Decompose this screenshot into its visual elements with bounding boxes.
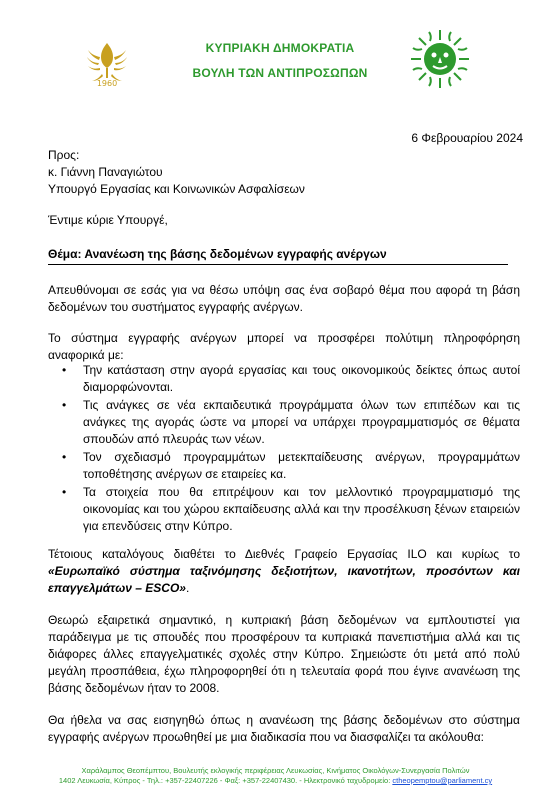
footer-contact-text: 1402 Λευκωσία, Κύπρος - Τηλ.: +357-22407226 - Φαξ: +357-22407430. - Ηλεκτρονικό ταχυδρομείο: [58,776,393,785]
paragraph-catalogues [48,546,520,597]
list-item [48,449,520,483]
catalogues-end: . [185,581,190,595]
list-item-text: Την κατάσταση στην αγορά εργασίας και τους οικονομικούς δείκτες όπως αυτοί διαμορφώνονται. [83,363,520,394]
bullet-icon: • [62,363,67,377]
email-link[interactable]: ctheopemptou@parliament.cy [392,776,493,785]
list-item [48,397,520,448]
greeting: Έντιμε κύριε Υπουργέ, [48,213,168,227]
cyprus-emblem-icon [82,38,132,88]
letter-date: 6 Φεβρουαρίου 2024 [411,131,523,145]
header-title: ΚΥΠΡΙΑΚΗ ΔΗΜΟΚΡΑΤΙΑ [205,41,355,55]
footer [0,766,551,786]
paragraph-proposal: Θα ήθελα να σας εισηγηθώ όπως η ανανέωση της βάσης δεδομένων στο σύστημα εγγραφής ανέργων προωθηθεί με μια διαδικασία που να διασφαλίζει τα ακόλουθα: [48,713,520,744]
recipient-name: κ. Γιάννη Παναγιώτου [48,165,163,179]
paragraph-intro: Απευθύνομαι σε εσάς για να θέσω υπόψη σας ένα σοβαρό θέμα που αφορά τη βάση δεδομένων του συστήματος εγγραφής ανέργων. [48,283,520,314]
list-item [48,362,520,396]
list-item [48,484,520,535]
sun-logo-icon [409,28,471,90]
svg-text:1960: 1960 [96,79,118,88]
paragraph-system: Το σύστημα εγγραφής ανέργων μπορεί να προσφέρει πολύτιμη πληροφόρηση αναφορικά με: [48,331,520,362]
recipient-title: Υπουργό Εργασίας και Κοινωνικών Ασφαλίσεων [48,182,305,196]
catalogues-text: Τέτοιους καταλόγους διαθέτει το Διεθνές Γραφείο Εργασίας ILO και κυρίως το [48,547,520,561]
bullet-icon: • [62,485,67,499]
recipient-block [48,147,305,198]
list-item-text: Τις ανάγκες σε νέα εκπαιδευτικά προγράμματα όλων των επιπέδων και τις ανάγκες της αγοράς ώστε να μπορεί να υπάρχει προγραμματισμός σε θέματα σπουδών από πλευράς των νέων. [83,398,520,446]
bullet-icon: • [62,450,67,464]
esco-emphasis: «Ευρωπαϊκό σύστημα ταξινόμησης δεξιοτήτων, ικανοτήτων, προσόντων και επαγγελμάτων – ESCO» [48,564,520,595]
footer-author: Χαράλαμπος Θεοπέμπτου, Βουλευτής εκλογικής περιφέρειας Λευκωσίας, Κινήματος Οικολόγων-Συνεργασία Πολιτών [81,766,470,775]
bullet-icon: • [62,398,67,412]
footer-contact [0,776,551,786]
subject-line: Θέμα: Ανανέωση της βάσης δεδομένων εγγραφής ανέργων [48,247,508,265]
list-item-text: Τα στοιχεία που θα επιτρέψουν και τον μελλοντικό προγραμματισμό της οικονομίας και του χώρου εκπαίδευσης αλλά και την προσέλκυση ξένων εταιρειών για επενδύσεις στην Κύπρο. [83,485,520,533]
to-label: Προς: [48,148,80,162]
paragraph-importance: Θεωρώ εξαιρετικά σημαντικό, η κυπριακή βάση δεδομένων να εμπλουτιστεί για παράδειγμα με τις σπουδές που προσφέρουν τα κυπριακά πανεπιστήμια αλλά και τις διάφορες άλλες επαγγελματικές σχολές στην Κύπρο. Σημειώστε ότι μετά από πολύ μεγάλη προσπάθεια, έχω πληροφορηθεί ότι η τελευταία φορά που έγινε ανανέωση της βάσης δεδομένων ήταν το 2008. [48,613,520,695]
bullet-list [48,362,520,536]
list-item-text: Τον σχεδιασμό προγραμμάτων μετεκπαίδευσης ανέργων, προγραμμάτων τοποθέτησης ανέργων σε εταιρείες κα. [83,450,520,481]
header-subtitle: ΒΟΥΛΗ ΤΩΝ ΑΝΤΙΠΡΟΣΩΠΩΝ [192,66,368,80]
